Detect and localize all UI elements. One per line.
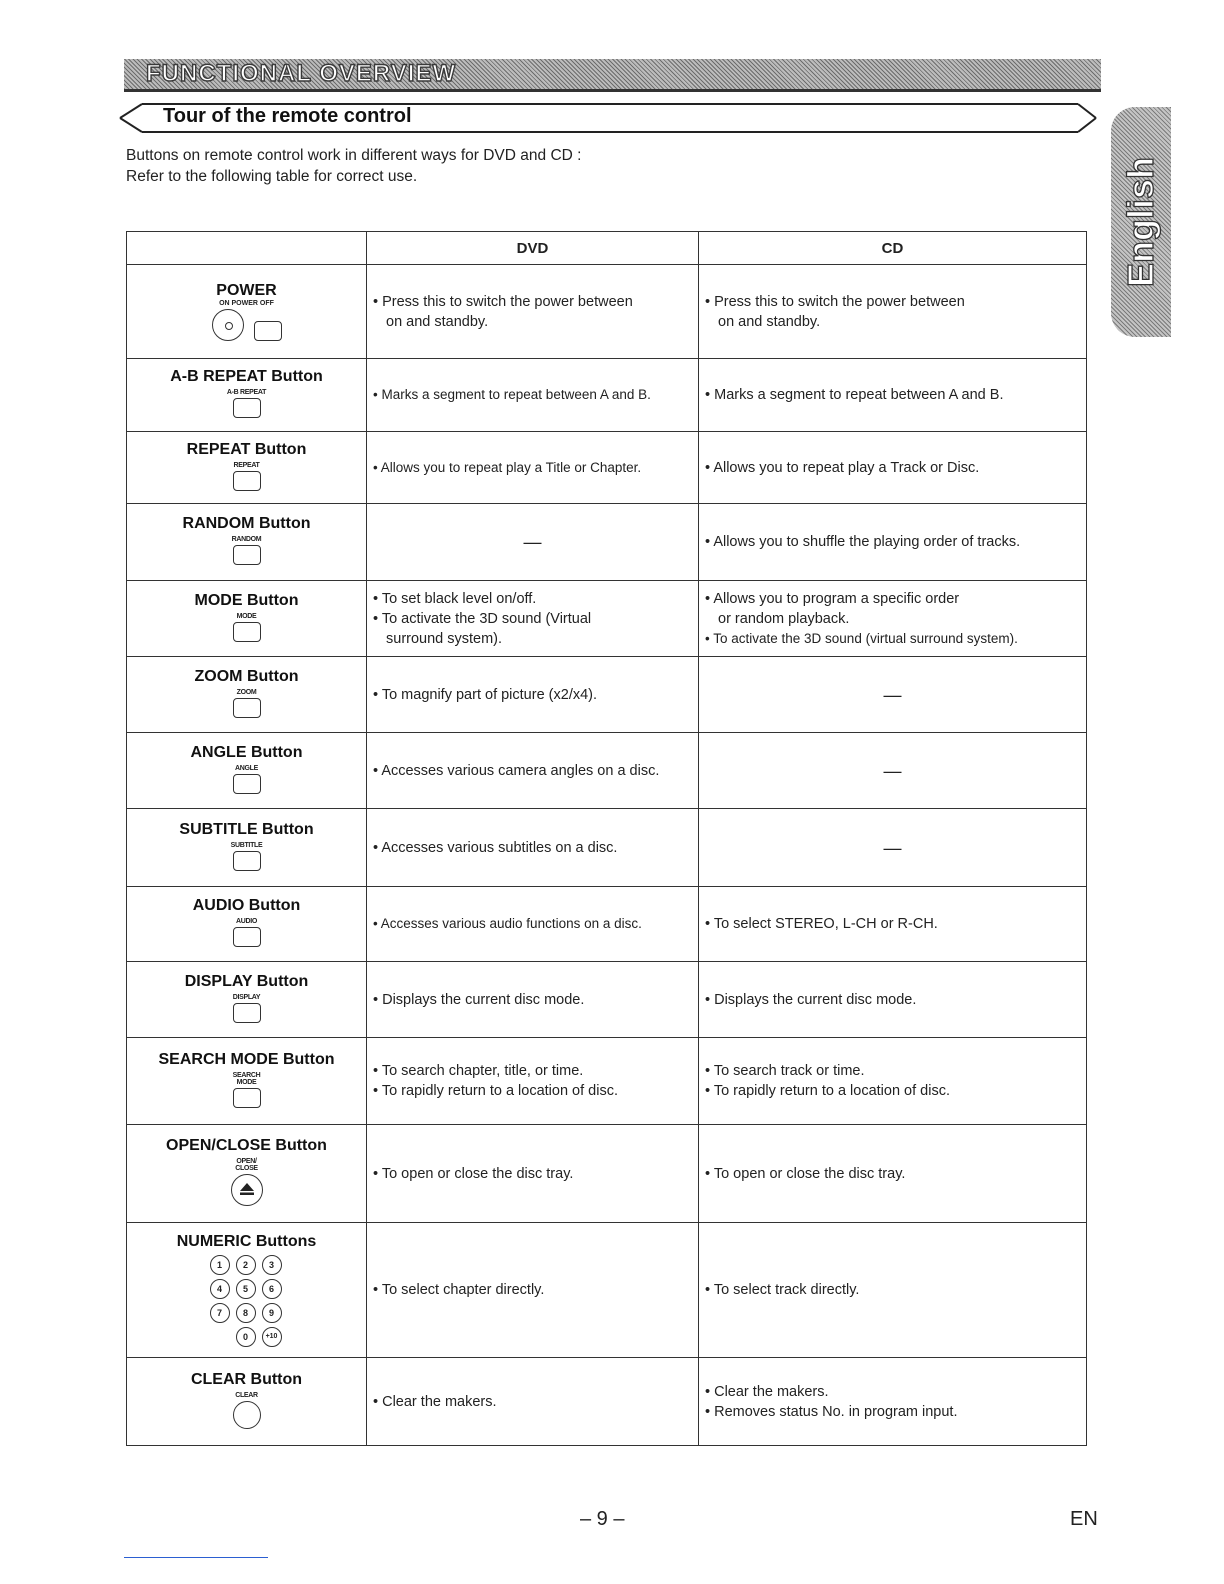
header-dvd: DVD	[367, 232, 699, 265]
section-banner	[124, 59, 1101, 92]
cd-cell: • Press this to switch the power between on and standby.	[699, 265, 1087, 359]
intro-text	[126, 145, 581, 187]
eject-icon	[240, 1183, 254, 1195]
section-title: Tour of the remote control	[163, 105, 412, 127]
numeric-key-plus10: +10	[262, 1327, 282, 1347]
numeric-key-2: 2	[236, 1255, 256, 1275]
numeric-key-9: 9	[262, 1303, 282, 1323]
button-name: NUMERIC Buttons	[176, 1233, 317, 1250]
button-name: ZOOM Button	[194, 667, 299, 685]
remote-control-table	[126, 231, 1087, 1446]
cd-cell	[699, 809, 1087, 887]
dvd-cell: • To search chapter, title, or time. • To rapidly return to a location of disc.	[367, 1038, 699, 1125]
button-cell	[127, 657, 367, 733]
cd-cell: • To search track or time. • To rapidly return to a location of disc.	[699, 1038, 1087, 1125]
button-name: MODE Button	[194, 591, 299, 609]
dvd-cell: • To magnify part of picture (x2/x4).	[367, 657, 699, 733]
button-cell	[127, 733, 367, 809]
button-tiny-label: CLEAR	[235, 1391, 258, 1399]
button-cell	[127, 809, 367, 887]
dvd-cell: • Press this to switch the power between on and standby.	[367, 265, 699, 359]
numeric-key-0: 0	[236, 1327, 256, 1347]
button-tiny-label: SEARCH	[232, 1071, 261, 1079]
button-tiny-label: ZOOM	[236, 688, 257, 696]
button-tiny-label: MODE	[236, 1078, 257, 1086]
cd-cell: • To open or close the disc tray.	[699, 1125, 1087, 1223]
dvd-cell: • Accesses various camera angles on a disc.	[367, 733, 699, 809]
cd-cell: • Allows you to repeat play a Track or Disc.	[699, 432, 1087, 504]
random-button-icon	[233, 545, 261, 565]
button-name: AUDIO Button	[192, 897, 301, 914]
table-row	[127, 733, 1087, 809]
cd-cell	[699, 733, 1087, 809]
dvd-cell: • To open or close the disc tray.	[367, 1125, 699, 1223]
table-row	[127, 504, 1087, 581]
button-cell	[127, 1223, 367, 1358]
button-tiny-label: RANDOM	[231, 536, 262, 543]
header-cd: CD	[699, 232, 1087, 265]
dvd-cell: • To set black level on/off. • To activate the 3D sound (Virtual surround system).	[367, 581, 699, 657]
button-tiny-label: REPEAT	[233, 461, 260, 469]
not-applicable-dash: —	[883, 684, 902, 705]
numeric-key-8: 8	[236, 1303, 256, 1323]
button-tiny-label: DISPLAY	[232, 993, 261, 1001]
table-row	[127, 657, 1087, 733]
table-row	[127, 887, 1087, 962]
table-row	[127, 265, 1087, 359]
cd-cell: • Allows you to program a specific order or random playback. • To activate the 3D sound (virtual surround system).	[699, 581, 1087, 657]
button-tiny-label: ANGLE	[234, 764, 258, 772]
table-row	[127, 581, 1087, 657]
button-name: POWER	[216, 282, 277, 299]
table-header-row	[127, 232, 1087, 265]
dvd-cell: • Marks a segment to repeat between A and B.	[367, 359, 699, 432]
table-row	[127, 1125, 1087, 1223]
dvd-cell: • Displays the current disc mode.	[367, 962, 699, 1038]
button-cell	[127, 581, 367, 657]
banner-title: FUNCTIONAL OVERVIEW	[146, 60, 457, 87]
button-tiny-label: MODE	[236, 612, 257, 620]
button-name: CLEAR Button	[190, 1370, 303, 1388]
dvd-cell: • Accesses various audio functions on a disc.	[367, 887, 699, 962]
audio-button-icon	[233, 927, 261, 947]
repeat-button-icon	[233, 471, 261, 491]
page-number: – 9 –	[580, 1508, 625, 1530]
angle-button-icon	[233, 774, 261, 794]
table-row	[127, 1358, 1087, 1446]
button-cell	[127, 962, 367, 1038]
button-tiny-label: OPEN/	[236, 1158, 257, 1165]
button-cell	[127, 887, 367, 962]
numeric-key-3: 3	[262, 1255, 282, 1275]
numeric-key-4: 4	[210, 1279, 230, 1299]
button-name: RANDOM Button	[182, 515, 311, 532]
not-applicable-dash: —	[883, 837, 902, 858]
cd-cell: • To select track directly.	[699, 1223, 1087, 1358]
button-cell	[127, 1038, 367, 1125]
intro-line-1: Buttons on remote control work in different ways for DVD and CD :	[126, 147, 582, 164]
button-tiny-label: SUBTITLE	[230, 841, 263, 849]
numeric-key-5: 5	[236, 1279, 256, 1299]
footer-rule	[124, 1557, 268, 1558]
power-tiny-labels: ON POWER OFF	[219, 300, 274, 307]
ab-repeat-button-icon	[233, 398, 261, 418]
cd-cell: • Displays the current disc mode.	[699, 962, 1087, 1038]
cd-cell: • To select STEREO, L-CH or R-CH.	[699, 887, 1087, 962]
button-name: OPEN/CLOSE Button	[166, 1137, 327, 1154]
button-cell	[127, 265, 367, 359]
language-tab-label: English	[1120, 156, 1161, 288]
table-row	[127, 1038, 1087, 1125]
section-heading	[118, 102, 1100, 136]
table-row	[127, 962, 1087, 1038]
button-tiny-label: CLOSE	[235, 1165, 258, 1172]
button-name: A-B REPEAT Button	[170, 368, 323, 385]
numeric-keypad	[210, 1255, 284, 1347]
not-applicable-dash: —	[883, 760, 902, 781]
button-name: ANGLE Button	[190, 743, 303, 761]
cd-cell: • Clear the makers. • Removes status No. in program input.	[699, 1358, 1087, 1446]
header-button	[127, 232, 367, 265]
button-name: SUBTITLE Button	[179, 820, 314, 838]
button-cell	[127, 1358, 367, 1446]
intro-line-2: Refer to the following table for correct use.	[126, 168, 418, 185]
table-row	[127, 359, 1087, 432]
button-name: DISPLAY Button	[184, 972, 309, 990]
mode-button-icon	[233, 622, 261, 642]
dvd-cell: • Accesses various subtitles on a disc.	[367, 809, 699, 887]
not-applicable-dash: —	[523, 532, 542, 552]
language-code: EN	[1070, 1508, 1098, 1530]
cd-cell	[699, 657, 1087, 733]
button-name: SEARCH MODE Button	[158, 1050, 335, 1068]
button-cell	[127, 432, 367, 504]
subtitle-button-icon	[233, 851, 261, 871]
dvd-cell: • Clear the makers.	[367, 1358, 699, 1446]
power-buttons	[129, 309, 364, 341]
numeric-key-7: 7	[210, 1303, 230, 1323]
cd-cell: • Marks a segment to repeat between A and B.	[699, 359, 1087, 432]
search-mode-button-icon	[233, 1088, 261, 1108]
button-tiny-label: A-B REPEAT	[226, 389, 267, 396]
dvd-cell: • To select chapter directly.	[367, 1223, 699, 1358]
zoom-button-icon	[233, 698, 261, 718]
eject-button-icon	[231, 1174, 263, 1206]
table-row	[127, 809, 1087, 887]
clear-button-icon	[233, 1401, 261, 1429]
table-row	[127, 1223, 1087, 1358]
button-cell	[127, 359, 367, 432]
cd-cell: • Allows you to shuffle the playing order of tracks.	[699, 504, 1087, 581]
power-on-button-icon	[212, 309, 244, 341]
numeric-key-1: 1	[210, 1255, 230, 1275]
button-name: REPEAT Button	[186, 440, 307, 458]
dvd-cell: • Allows you to repeat play a Title or Chapter.	[367, 432, 699, 504]
button-cell	[127, 1125, 367, 1223]
table-row	[127, 432, 1087, 504]
button-tiny-label: AUDIO	[235, 918, 258, 925]
numeric-key-6: 6	[262, 1279, 282, 1299]
button-cell	[127, 504, 367, 581]
dvd-cell	[367, 504, 699, 581]
display-button-icon	[233, 1003, 261, 1023]
language-tab	[1111, 107, 1171, 337]
power-off-button-icon	[254, 321, 282, 341]
